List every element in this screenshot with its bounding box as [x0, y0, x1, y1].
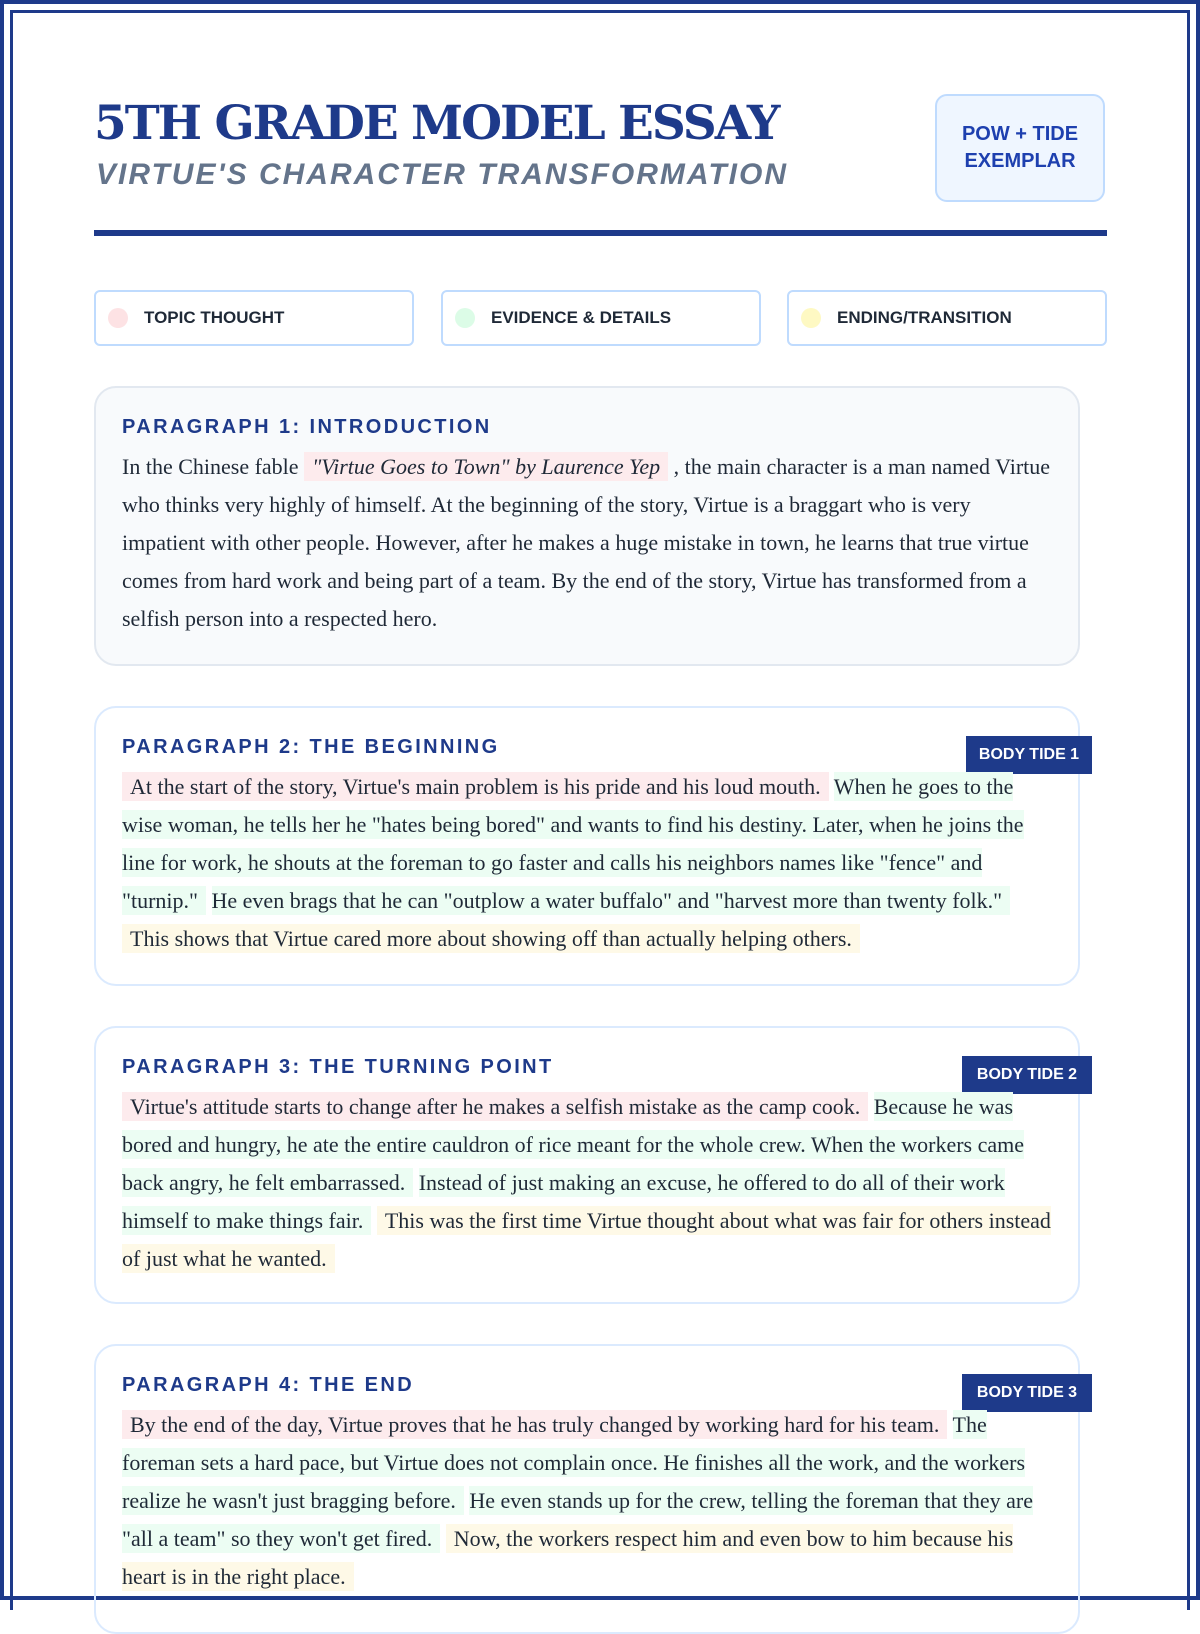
body-tide-tag: BODY TIDE 2 [962, 1056, 1092, 1094]
paragraph-text [122, 768, 1052, 958]
evidence-sentence: He even brags that he can "outplow a water buffalo" and "harvest more than twenty folk." [212, 886, 1011, 915]
paragraph-card-introduction [94, 386, 1080, 666]
paragraph-heading: PARAGRAPH 4: THE END [122, 1374, 415, 1396]
paragraph-heading: PARAGRAPH 2: THE BEGINNING [122, 736, 500, 758]
body-tide-tag: BODY TIDE 3 [962, 1374, 1092, 1412]
body-tide-tag: BODY TIDE 1 [966, 736, 1092, 774]
intro-text-before: In the Chinese fable [122, 454, 305, 479]
paragraph-card-end [94, 1344, 1080, 1634]
ending-color-dot-icon [801, 308, 821, 328]
legend-ending-transition [787, 290, 1107, 346]
badge-line-1: POW + TIDE [961, 123, 1079, 145]
evidence-sentence: He even stands up for the crew, telling the foreman that they are "all a team" so they won't get fired. [122, 1488, 1033, 1551]
legend-label: ENDING/TRANSITION [837, 308, 1012, 327]
exemplar-badge [935, 94, 1105, 202]
paragraph-text [122, 1406, 1052, 1596]
legend-label: TOPIC THOUGHT [144, 308, 285, 327]
evidence-sentence: The foreman sets a hard pace, but Virtue does not complain once. He finishes all the work, and the workers realize he wasn't just bragging before. [122, 1412, 1026, 1513]
paragraph-card-turning-point [94, 1026, 1080, 1304]
ending-sentence: Now, the workers respect him and even bow to him because his heart is in the right place. [122, 1526, 1014, 1589]
book-title-highlight: "Virtue Goes to Town" by Laurence Yep [304, 452, 668, 481]
intro-text-after: , the main character is a man named Virtue who thinks very highly of himself. At the beginning of the story, Virtue is a braggart who is very impatient with other people. However, after he makes a huge mistake in town, he learns that true virtue comes from hard work and being part of a team. By the end of the story, Virtue has transformed from a selfish person into a respected hero. [122, 454, 1051, 631]
ending-sentence: This was the first time Virtue thought about what was fair for others instead of just what he wanted. [122, 1208, 1051, 1271]
legend-topic-thought [94, 290, 414, 346]
evidence-sentence: Because he was bored and hungry, he ate the entire cauldron of rice meant for the whole crew. When the workers came back angry, he felt embarrassed. [122, 1094, 1025, 1195]
legend-label: EVIDENCE & DETAILS [491, 308, 672, 327]
paragraph-heading: PARAGRAPH 1: INTRODUCTION [122, 416, 492, 438]
legend-evidence-details [441, 290, 761, 346]
page-subtitle: VIRTUE'S CHARACTER TRANSFORMATION [96, 158, 789, 191]
topic-color-dot-icon [108, 308, 128, 328]
paragraph-card-beginning [94, 706, 1080, 986]
evidence-color-dot-icon [455, 308, 475, 328]
topic-sentence: By the end of the day, Virtue proves that he has truly changed by working hard for his team. [122, 1410, 947, 1439]
evidence-sentence: Instead of just making an excuse, he offered to do all of their work himself to make things fair. [122, 1170, 1005, 1233]
paragraph-heading: PARAGRAPH 3: THE TURNING POINT [122, 1056, 554, 1078]
page-title: 5TH GRADE MODEL ESSAY [94, 96, 779, 151]
topic-sentence: Virtue's attitude starts to change after he makes a selfish mistake as the camp cook. [122, 1092, 868, 1121]
badge-line-2: EXEMPLAR [964, 150, 1076, 172]
paragraph-text [122, 448, 1052, 638]
paragraph-text [122, 1088, 1052, 1278]
evidence-sentence: When he goes to the wise woman, he tells her he "hates being bored" and wants to find his destiny. Later, when he joins the line for work, he shouts at the foreman to go faster and calls his neighbors names like "fence" and "turnip." [122, 774, 1024, 913]
header-divider [94, 230, 1107, 236]
topic-sentence: At the start of the story, Virtue's main problem is his pride and his loud mouth. [122, 772, 829, 801]
ending-sentence: This shows that Virtue cared more about showing off than actually helping others. [122, 924, 860, 953]
